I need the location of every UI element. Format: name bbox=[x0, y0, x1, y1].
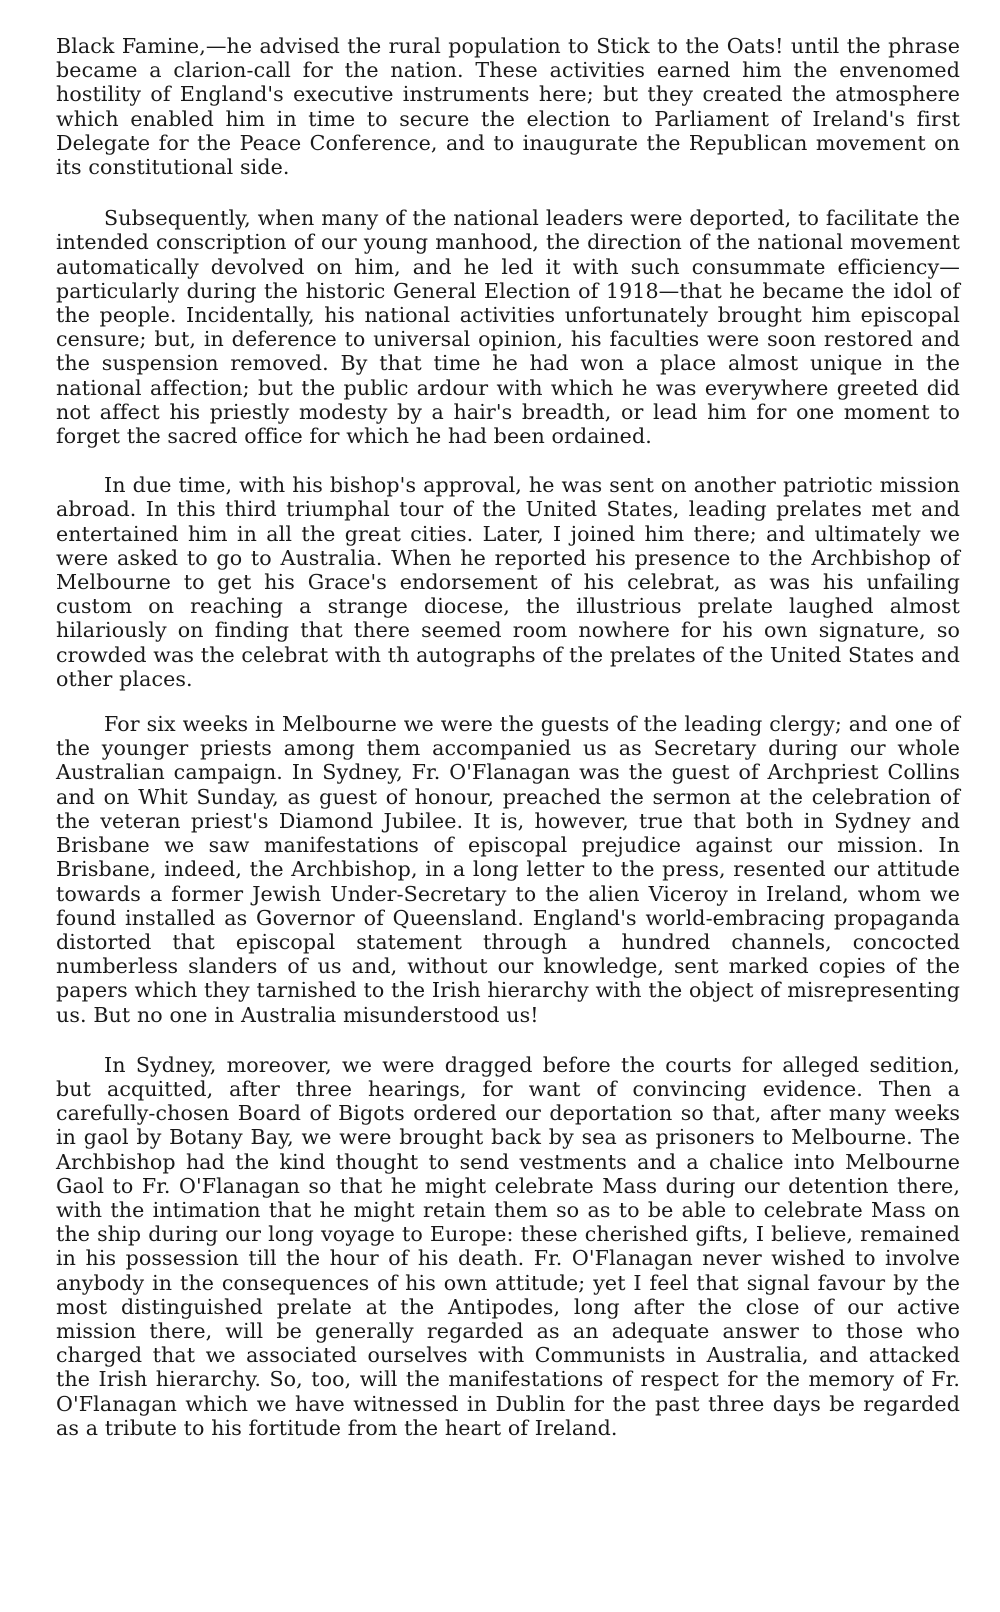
paragraph-4: For six weeks in Melbourne we were the guests of the leading clergy; and one of the younger priests among them accompanied us as Secretary during our whole Australian campaign. In Sydney, Fr. O'Flanagan was the guest of Archpriest Collins and on Whit Sunday, as guest of honour, preached the sermon at the celebration of the veteran priest's Diamond Jubilee. It is, however, true that both in Sydney and Brisbane we saw manifestations of episcopal prejudice against our mission. In Brisbane, indeed, the Archbishop, in a long letter to the press, resented our attitude towards a former Jewish Under-Secretary to the alien Viceroy in Ireland, whom we found installed as Governor of Queensland. England's world-embracing propaganda distorted that episcopal statement through a hundred channels, concocted numberless slanders of us and, without our knowledge, sent marked copies of the papers which they tarnished to the Irish hierarchy with the object of misrepresenting us. But no one in Australia misunderstood us! bbox=[56, 712, 960, 1027]
paragraph-2: Subsequently, when many of the national leaders were deported, to facilitate the intended conscription of our young manhood, the direction of the national movement automatically devolved on him, and he led it with such consummate efficiency—particularly during the historic General Election of 1918—that he became the idol of the people. Incidentally, his national activities unfortunately brought him episcopal censure; but, in deference to universal opinion, his faculties were soon restored and the suspension removed. By that time he had won a place almost unique in the national affection; but the public ardour with which he was everywhere greeted did not affect his priestly modesty by a hair's breadth, or lead him for one moment to forget the sacred office for which he had been ordained. bbox=[56, 206, 960, 449]
document-page bbox=[56, 34, 960, 1440]
paragraph-5: In Sydney, moreover, we were dragged before the courts for alleged sedition, but acquitted, after three hearings, for want of convincing evidence. Then a carefully-chosen Board of Bigots ordered our deportation so that, after many weeks in gaol by Botany Bay, we were brought back by sea as prisoners to Melbourne. The Archbishop had the kind thought to send vestments and a chalice into Melbourne Gaol to Fr. O'Flanagan so that he might celebrate Mass during our detention there, with the intimation that he might retain them so as to be able to celebrate Mass on the ship during our long voyage to Europe: these cherished gifts, I believe, remained in his possession till the hour of his death. Fr. O'Flanagan never wished to involve anybody in the consequences of his own attitude; yet I feel that signal favour by the most distinguished prelate at the Antipodes, long after the close of our active mission there, will be generally regarded as an adequate answer to those who charged that we associated ourselves with Communists in Australia, and attacked the Irish hierarchy. So, too, will the manifestations of respect for the memory of Fr. O'Flanagan which we have witnessed in Dublin for the past three days be regarded as a tribute to his fortitude from the heart of Ireland. bbox=[56, 1052, 960, 1440]
paragraph-3: In due time, with his bishop's approval, he was sent on another patriotic mission abroad. In this third triumphal tour of the United States, leading prelates met and entertained him in all the great cities. Later, I joined him there; and ultimately we were asked to go to Australia. When he reported his presence to the Archbishop of Melbourne to get his Grace's endorsement of his celebrat, as was his unfailing custom on reaching a strange diocese, the illustrious prelate laughed almost hilariously on finding that there seemed room nowhere for his own signature, so crowded was the celebrat with th autographs of the prelates of the United States and other places. bbox=[56, 473, 960, 691]
paragraph-1: Black Famine,—he advised the rural population to Stick to the Oats! until the phrase became a clarion-call for the nation. These activities earned him the envenomed hostility of England's executive instruments here; but they created the atmosphere which enabled him in time to secure the election to Parliament of Ireland's first Delegate for the Peace Conference, and to inaugurate the Republican movement on its constitutional side. bbox=[56, 34, 960, 180]
